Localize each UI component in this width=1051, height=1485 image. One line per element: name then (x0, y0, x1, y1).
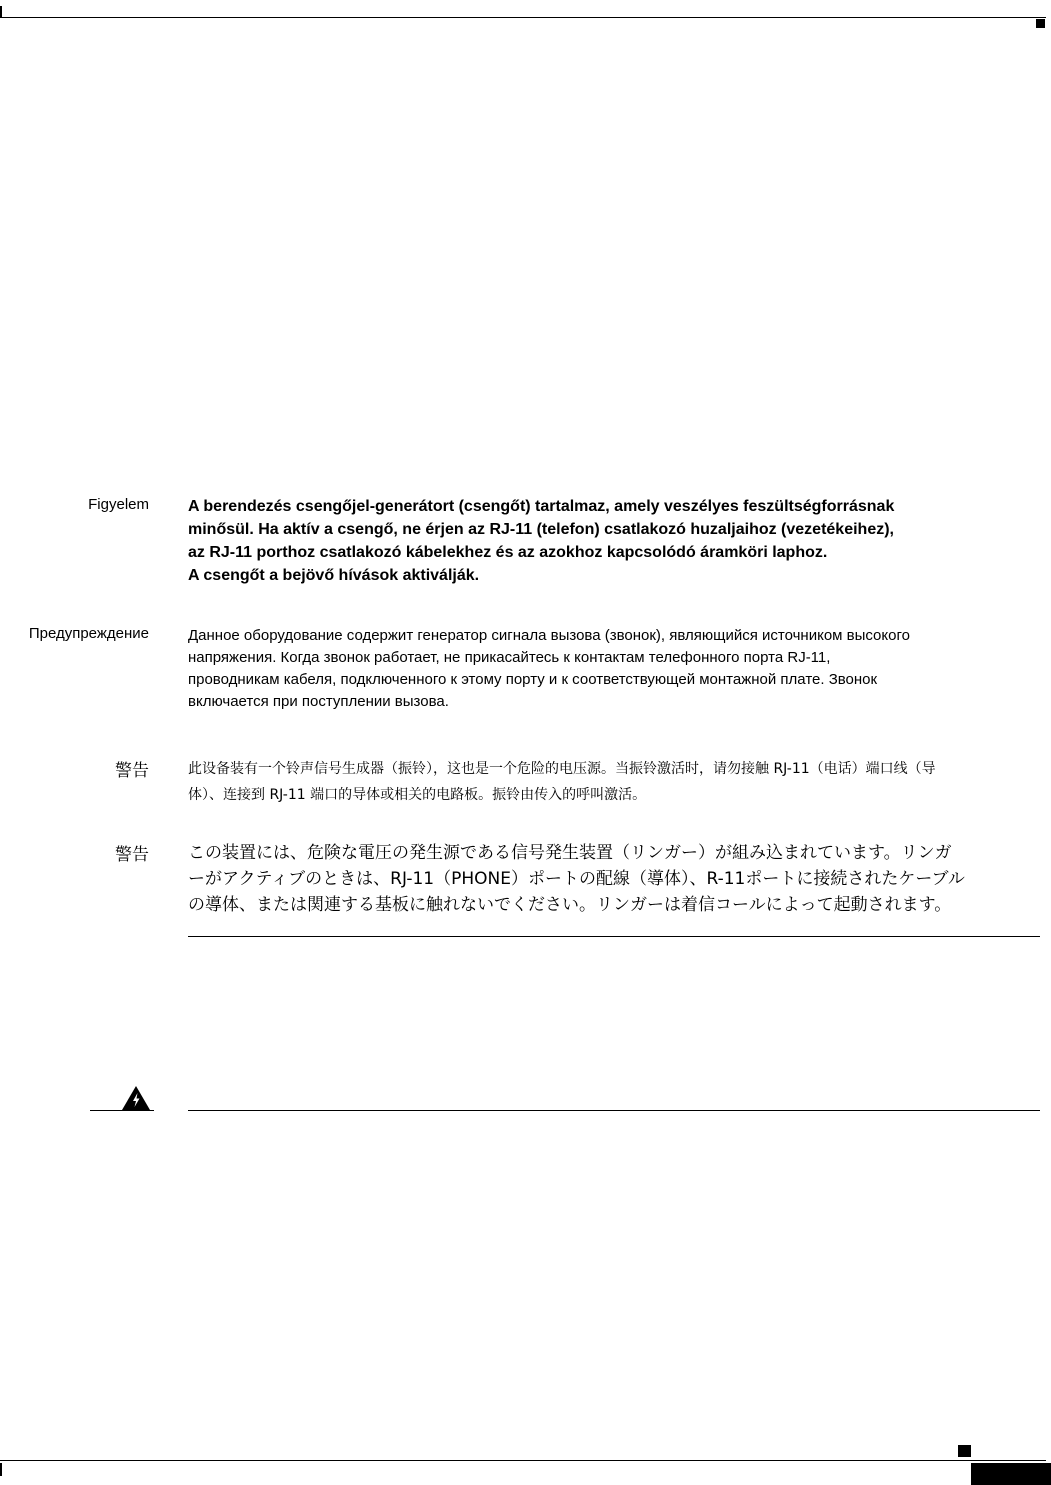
header-square-mark (1036, 19, 1045, 28)
warning-line: 此设备装有一个铃声信号生成器（振铃），这也是一个危险的电压源。当振铃激活时，请勿接触 RJ-11（电话）端口线（导 (188, 761, 936, 777)
warning-label: Figyelem (88, 496, 149, 513)
warning-text (188, 495, 1040, 587)
warning-triangle-icon (121, 1085, 151, 1111)
footer-rule (0, 1460, 1046, 1461)
warning-line: az RJ-11 porthoz csatlakozó kábelekhez és az azokhoz kapcsolódó áramköri laphoz. (188, 544, 828, 561)
warning-label: 警告 (115, 845, 149, 865)
warning-text (188, 840, 1040, 918)
warning-line: ーがアクティブのときは、RJ-11（PHONE）ポートの配線（導体）、R-11ポートに接続されたケーブル (188, 869, 965, 889)
footer-page-block (971, 1463, 1051, 1485)
warning-line: A berendezés csengőjel-generátort (csengőt) tartalmaz, amely veszélyes feszültségforrásnak (188, 498, 895, 515)
warning-line: включается при поступлении вызова. (188, 693, 449, 710)
warning-line: 体）、连接到 RJ-11 端口的导体或相关的电路板。振铃由传入的呼叫激活。 (188, 787, 647, 803)
warning-line: の導体、または関連する基板に触れないでください。リンガーは着信コールによって起動されます。 (188, 895, 952, 915)
warning-line: minősül. Ha aktív a csengő, ne érjen az RJ-11 (telefon) csatlakozó huzaljaihoz (vezetékeihez), (188, 521, 894, 538)
footer-square-mark (958, 1445, 971, 1457)
section-end-rule (188, 936, 1040, 937)
warning-line: напряжения. Когда звонок работает, не прикасайтесь к контактам телефонного порта RJ-11, (188, 649, 831, 666)
warning-line: A csengőt a bejövő hívások aktiválják. (188, 567, 480, 584)
warning-line: この装置には、危険な電圧の発生源である信号発生装置（リンガー）が組み込まれています。リンガ (188, 843, 952, 863)
footer-corner-mark (0, 1463, 2, 1476)
warning-line: проводникам кабеля, подключенного к этому порту и к соответствующей монтажной плате. Звонок (188, 671, 878, 688)
warning-label: 警告 (115, 761, 149, 781)
warning-start-rule (188, 1110, 1040, 1111)
warning-text (188, 756, 1040, 808)
warning-icon-rule (90, 1110, 154, 1111)
warning-label: Предупреждение (28, 625, 149, 642)
header-rule (0, 17, 1046, 18)
warning-line: Данное оборудование содержит генератор сигнала вызова (звонок), являющийся источником высокого (188, 627, 910, 644)
warning-text (188, 625, 1040, 713)
